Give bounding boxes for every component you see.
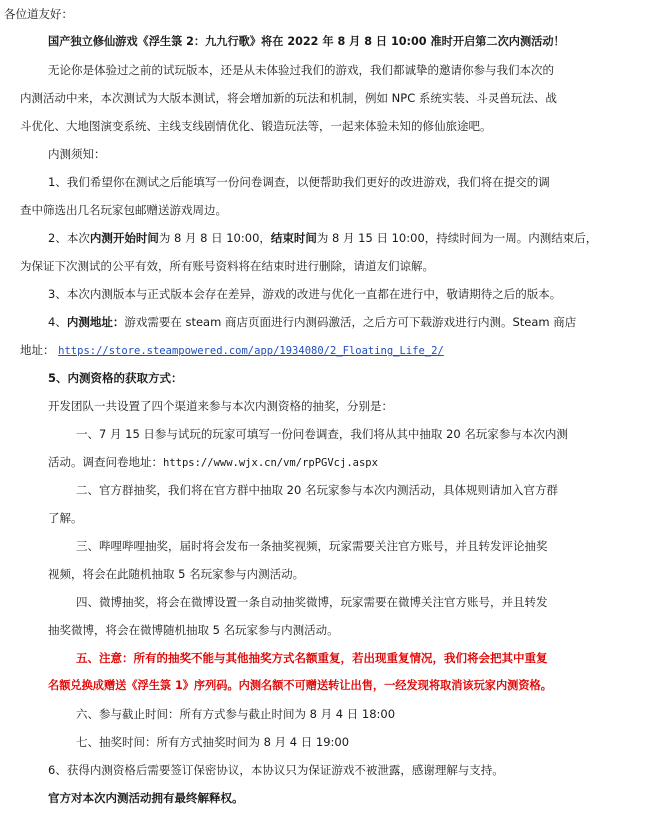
channel5-line-2: 名额兑换成赠送《浮生箓 1》序列码。内测名额不可赠送转让出售，一经发现将取消该玩家内测资格。 <box>48 679 552 692</box>
channel4-line-2: 抽奖微博，将会在微博随机抽取 5 名玩家参与内测活动。 <box>48 623 339 637</box>
survey-address-label: 活动。调查问卷地址： <box>48 455 163 469</box>
item4-line-1 <box>48 314 576 330</box>
channel2-line-2: 了解。 <box>48 511 83 525</box>
item5-intro: 开发团队一共设置了四个渠道来参与本次内测资格的抽奖，分别是： <box>48 399 393 413</box>
item3: 3、本次内测版本与正式版本会存在差异，游戏的改进与优化一直都在进行中，敬请期待之后的版本。 <box>48 287 562 301</box>
item2-end-label: 结束时间 <box>270 231 317 245</box>
intro-line-3: 斗优化、大地图演变系统、主线支线剧情优化、锻造玩法等，一起来体验未知的修仙旅途吧。 <box>20 119 492 133</box>
channel2-line-1: 二、官方群抽奖，我们将在官方群中抽取 20 名玩家参与本次内测活动，具体规则请加入官方群 <box>76 483 558 497</box>
headline: 国产独立修仙游戏《浮生箓 2：九九行歌》将在 2022 年 8 月 8 日 10:00 准时开启第二次内测活动！ <box>48 35 565 48</box>
item2-text-c: 为 8 月 15 日 10:00，持续时间为一周。内测结束后， <box>316 231 598 245</box>
final-statement: 官方对本次内测活动拥有最终解释权。 <box>48 791 244 805</box>
item5-title: 5、内测资格的获取方式： <box>48 371 183 385</box>
steam-store-link[interactable]: https://store.steampowered.com/app/1934080/2_Floating_Life_2/ <box>58 345 444 357</box>
item6: 6、获得内测资格后需要签订保密协议，本协议只为保证游戏不被泄露，感谢理解与支持。 <box>48 763 504 777</box>
item1-line-1: 1、我们希望你在测试之后能填写一份问卷调查，以便帮助我们更好的改进游戏，我们将在提交的调 <box>48 175 550 189</box>
item1-line-2: 查中筛选出几名玩家包邮赠送游戏周边。 <box>20 203 227 217</box>
channel1-line-1: 一、7 月 15 日参与试玩的玩家可填写一份问卷调查，我们将从其中抽取 20 名玩家参与本次内测 <box>76 427 568 441</box>
channel3-line-1: 三、哔哩哔哩抽奖，届时将会发布一条抽奖视频，玩家需要关注官方账号，并且转发评论抽奖 <box>76 539 548 553</box>
item2-line-1 <box>48 230 597 246</box>
item4-prefix: 4、 <box>48 315 67 329</box>
channel1-line-2 <box>48 454 378 471</box>
item4-line-2 <box>20 342 444 359</box>
item4-label: 内测地址： <box>66 315 125 329</box>
greeting: 各位道友好： <box>4 7 73 21</box>
notice-title: 内测须知： <box>48 147 106 161</box>
steam-address-label: 地址： <box>20 343 55 357</box>
item4-text: 游戏需要在 steam 商店页面进行内测码激活，之后方可下载游戏进行内测。Steam 商店 <box>124 315 577 329</box>
survey-url: https://www.wjx.cn/vm/rpPGVcj.aspx <box>163 457 378 469</box>
item2-text-b: 为 8 月 8 日 10:00， <box>158 231 271 245</box>
channel3-line-2: 视频，将会在此随机抽取 5 名玩家参与内测活动。 <box>48 567 305 581</box>
intro-line-2: 内测活动中来，本次测试为大版本测试，将会增加新的玩法和机制，例如 NPC 系统实装、斗灵兽玩法、战 <box>20 91 557 105</box>
item2-text-a: 2、本次 <box>48 231 90 245</box>
channel4-line-1: 四、微博抽奖，将会在微博设置一条自动抽奖微博，玩家需要在微博关注官方账号，并且转发 <box>76 595 548 609</box>
intro-line-1: 无论你是体验过之前的试玩版本，还是从未体验过我们的游戏，我们都诚挚的邀请你参与我们本次的 <box>48 63 554 77</box>
item2-line-2: 为保证下次测试的公平有效，所有账号资料将在结束时进行删除，请道友们谅解。 <box>20 259 434 273</box>
item2-start-label: 内测开始时间 <box>89 231 159 245</box>
channel7: 七、抽奖时间：所有方式抽奖时间为 8 月 4 日 19:00 <box>76 735 350 749</box>
channel6: 六、参与截止时间：所有方式参与截止时间为 8 月 4 日 18:00 <box>76 707 396 721</box>
channel5-line-1: 五、注意：所有的抽奖不能与其他抽奖方式名额重复，若出现重复情况，我们将会把其中重复 <box>76 651 548 665</box>
